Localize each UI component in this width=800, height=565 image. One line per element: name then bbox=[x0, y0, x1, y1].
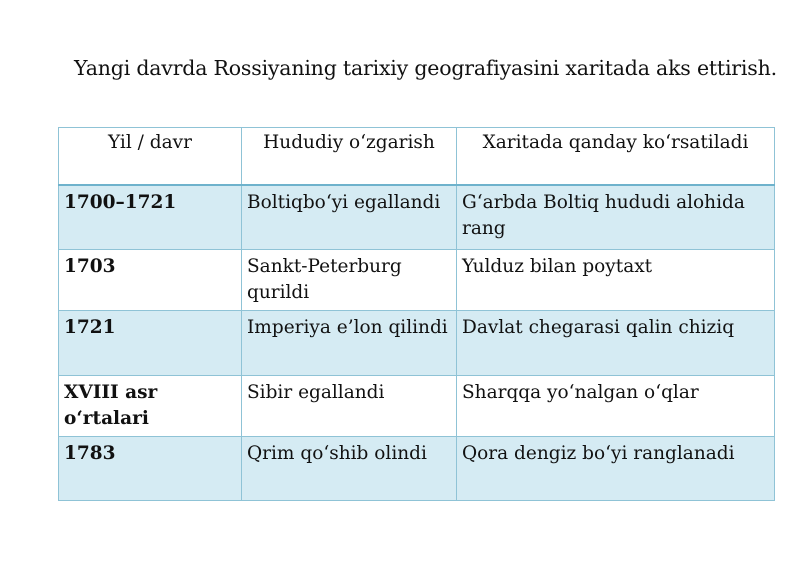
table-row bbox=[59, 376, 775, 437]
cell-year: 1783 bbox=[59, 437, 242, 501]
cell-map: Davlat chegarasi qalin chiziq bbox=[457, 311, 775, 376]
header-map: Xaritada qanday ko‘rsatiladi bbox=[457, 128, 775, 186]
table-header-row bbox=[59, 128, 775, 186]
cell-year: XVIII asr o‘rtalari bbox=[59, 376, 242, 437]
table-row bbox=[59, 185, 775, 250]
cell-change: Sibir egallandi bbox=[242, 376, 457, 437]
table-row bbox=[59, 250, 775, 311]
header-year: Yil / davr bbox=[59, 128, 242, 186]
cell-map: Sharqqa yo‘nalgan o‘qlar bbox=[457, 376, 775, 437]
cell-map: Yulduz bilan poytaxt bbox=[457, 250, 775, 311]
cell-change: Qrim qo‘shib olindi bbox=[242, 437, 457, 501]
table-row bbox=[59, 437, 775, 501]
page-title: Yangi davrda Rossiyaning tarixiy geografiyasini xaritada aks ettirish. bbox=[74, 56, 777, 80]
table-row bbox=[59, 311, 775, 376]
cell-map: Qora dengiz bo‘yi ranglanadi bbox=[457, 437, 775, 501]
header-change: Hududiy o‘zgarish bbox=[242, 128, 457, 186]
history-table bbox=[58, 127, 775, 501]
cell-change: Sankt-Peterburg qurildi bbox=[242, 250, 457, 311]
cell-year: 1703 bbox=[59, 250, 242, 311]
cell-year: 1700–1721 bbox=[59, 185, 242, 250]
cell-change: Boltiqbo‘yi egallandi bbox=[242, 185, 457, 250]
cell-change: Imperiya e’lon qilindi bbox=[242, 311, 457, 376]
cell-year: 1721 bbox=[59, 311, 242, 376]
cell-map: G‘arbda Boltiq hududi alohida rang bbox=[457, 185, 775, 250]
